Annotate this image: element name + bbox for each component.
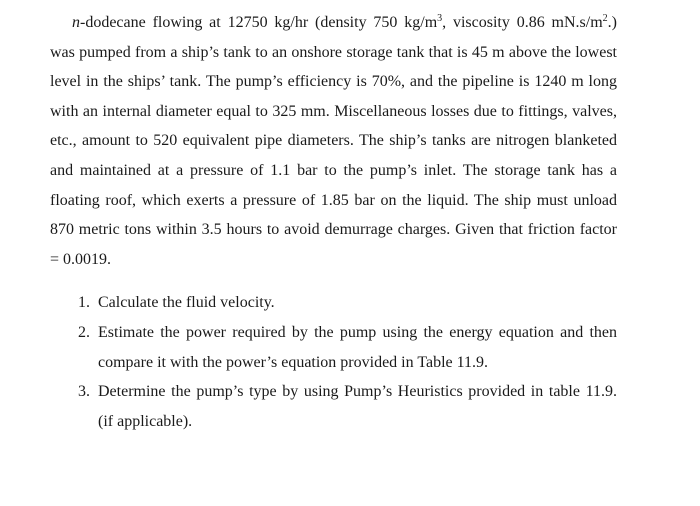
question-item: [50, 377, 617, 436]
question-text: Estimate the power required by the pump using the energy equation and then compare it with the power’s equation provided in Table 11.9.: [98, 323, 617, 371]
problem-text-part2: , viscosity 0.86 mN.s/m: [442, 14, 603, 31]
variable-n: n: [72, 14, 80, 31]
problem-statement: [50, 8, 617, 274]
question-number: 2.: [78, 323, 90, 341]
question-text: Determine the pump’s type by using Pump’s Heuristics provided in table 11.9. (if applicable).: [98, 383, 617, 430]
problem-text-part3: .) was pumped from a ship’s tank to an onshore storage tank that is 45 m above the lowest level in the ships’ tank. The pump’s efficiency is 70%, and the pipeline is 1240 m long with an internal diameter equal to 325 mm. Miscellaneous losses due to fittings, valves, etc., amount to 520 equivalent pipe diameters. The ship’s tanks are nitrogen blanketed and maintained at a pressure of 1.1 bar to the pump’s inlet. The storage tank has a floating roof, which exerts a pressure of 1.85 bar on the liquid. The ship must unload 870 metric tons within 3.5 hours to avoid demurrage charges. Given that friction factor = 0.0019.: [50, 14, 617, 268]
question-list: [50, 288, 617, 436]
question-item: [50, 288, 617, 318]
superscript-3: 3: [437, 13, 443, 24]
question-number: 3.: [78, 383, 90, 401]
question-number: 1.: [78, 294, 90, 312]
superscript-2: 2: [602, 13, 608, 24]
document-page: [50, 8, 617, 436]
problem-text-part1: -dodecane flowing at 12750 kg/hr (density 750 kg/m: [80, 14, 438, 31]
question-item: [50, 318, 617, 377]
question-text: Calculate the fluid velocity.: [98, 294, 275, 312]
